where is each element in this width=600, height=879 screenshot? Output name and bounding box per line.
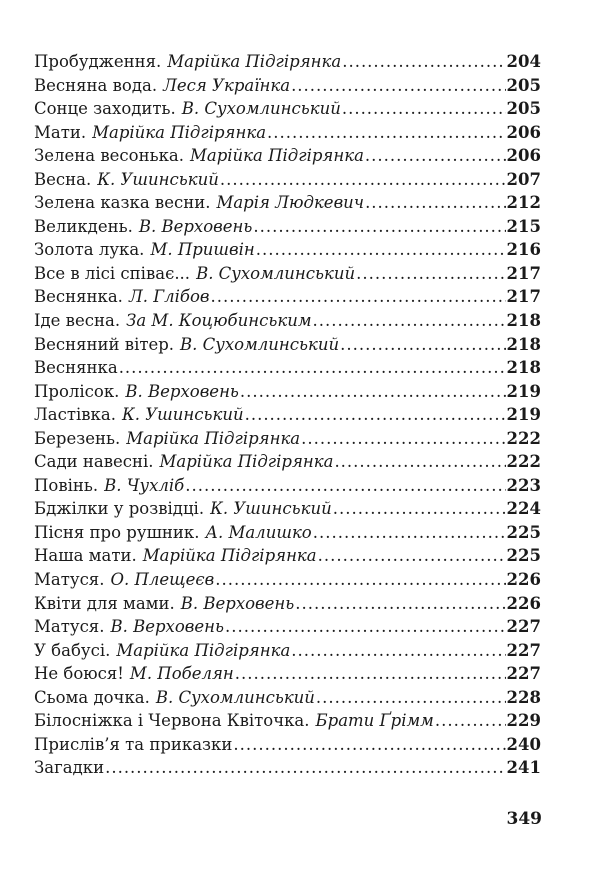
dot-leader	[342, 50, 505, 74]
toc-entry	[34, 144, 541, 168]
toc-entry	[34, 756, 541, 780]
toc-entry-title: Прислів’я та приказки	[34, 734, 233, 754]
toc-entry-author: В. Сухомлинський	[180, 334, 340, 354]
toc-entry	[34, 380, 541, 404]
toc-entry-title: Іде весна.	[34, 311, 121, 331]
toc-entry-page: 212	[506, 193, 541, 213]
dot-leader	[119, 356, 506, 380]
toc-entry-author: В. Сухомлинський	[196, 263, 356, 283]
toc-entry	[34, 191, 541, 215]
toc-entry-author: В. Сухомлинський	[155, 687, 315, 707]
table-of-contents	[34, 50, 541, 780]
toc-entry	[34, 97, 541, 121]
toc-entry-title: Весняна вода.	[34, 75, 158, 95]
dot-leader	[233, 733, 505, 757]
toc-entry-page: 218	[506, 334, 541, 354]
toc-entry-author: К. Ушинський	[121, 405, 244, 425]
toc-entry	[34, 686, 541, 710]
dot-leader	[235, 662, 506, 686]
toc-entry	[34, 356, 541, 380]
toc-entry-page: 222	[506, 428, 541, 448]
dot-leader	[220, 168, 506, 192]
toc-entry	[34, 450, 541, 474]
toc-entry	[34, 74, 541, 98]
toc-entry-title: Весняний вітер.	[34, 334, 175, 354]
toc-entry-author: За М. Коцюбинським	[126, 311, 312, 331]
toc-entry	[34, 121, 541, 145]
toc-entry-page: 218	[506, 311, 541, 331]
dot-leader	[435, 709, 506, 733]
toc-entry-page: 226	[506, 570, 541, 590]
toc-entry-author: Марійка Підгірянка	[159, 452, 334, 472]
toc-entry	[34, 309, 541, 333]
toc-entry-page: 205	[506, 99, 541, 119]
toc-entry-title: Пролісок.	[34, 381, 120, 401]
toc-entry	[34, 639, 541, 663]
toc-entry-title: У бабусі.	[34, 640, 111, 660]
toc-entry	[34, 592, 541, 616]
dot-leader	[365, 191, 505, 215]
toc-entry-page: 227	[506, 664, 541, 684]
dot-leader	[185, 474, 505, 498]
toc-entry-page: 229	[506, 711, 541, 731]
toc-entry-author: Леся Українка	[163, 75, 291, 95]
dot-leader	[267, 121, 506, 145]
toc-entry	[34, 427, 541, 451]
toc-entry-author: Марійка Підгірянка	[142, 546, 317, 566]
toc-entry-title: Бджілки у розвідці.	[34, 499, 205, 519]
dot-leader	[316, 686, 506, 710]
toc-entry-title: Мати.	[34, 122, 87, 142]
toc-entry	[34, 544, 541, 568]
toc-entry-title: Матуся.	[34, 570, 105, 590]
toc-entry-page: 219	[506, 405, 541, 425]
toc-entry-author: Л. Глібов	[128, 287, 210, 307]
toc-entry	[34, 168, 541, 192]
dot-leader	[253, 215, 505, 239]
toc-entry-author: В. Верховень	[125, 381, 239, 401]
toc-entry-title: Весна.	[34, 169, 92, 189]
toc-entry-title: Зелена казка весни.	[34, 193, 211, 213]
toc-entry-page: 222	[506, 452, 541, 472]
toc-entry-author: М. Пришвін	[150, 240, 255, 260]
toc-entry-title: Не боюся!	[34, 664, 124, 684]
toc-entry-page: 206	[506, 146, 541, 166]
toc-entry-title: Матуся.	[34, 617, 105, 637]
toc-entry-title: Сади навесні.	[34, 452, 154, 472]
toc-entry-page: 207	[506, 169, 541, 189]
toc-entry-title: Наша мати.	[34, 546, 137, 566]
dot-leader	[240, 380, 506, 404]
toc-entry-title: Веснянка	[34, 358, 118, 378]
toc-entry-author: О. Плещеєв	[110, 570, 215, 590]
toc-entry-author: В. Чухліб	[104, 475, 185, 495]
dot-leader	[291, 639, 505, 663]
toc-entry-author: К. Ушинський	[210, 499, 332, 519]
toc-entry-page: 225	[506, 522, 541, 542]
toc-entry-author: Брати Ґрімм	[315, 711, 434, 731]
toc-entry-page: 224	[506, 499, 541, 519]
toc-entry-author: В. Верховень	[138, 216, 253, 236]
dot-leader	[211, 285, 506, 309]
toc-entry	[34, 521, 541, 545]
dot-leader	[256, 238, 506, 262]
toc-entry-title: Ластівка.	[34, 405, 116, 425]
toc-entry-author: В. Верховень	[110, 617, 224, 637]
dot-leader	[301, 427, 505, 451]
toc-entry	[34, 497, 541, 521]
dot-leader	[295, 592, 505, 616]
dot-leader	[313, 309, 506, 333]
toc-entry-page: 205	[506, 75, 541, 95]
toc-entry-page: 241	[506, 758, 541, 778]
toc-entry-author: Марійка Підгірянка	[126, 428, 301, 448]
toc-entry-page: 227	[506, 617, 541, 637]
toc-entry-author: Марійка Підгірянка	[116, 640, 291, 660]
toc-entry	[34, 285, 541, 309]
toc-entry-title: Пробудження.	[34, 52, 162, 71]
toc-entry	[34, 615, 541, 639]
dot-leader	[340, 333, 505, 357]
dot-leader	[365, 144, 506, 168]
toc-entry-title: Сонце заходить.	[34, 99, 176, 119]
toc-entry-author: А. Малишко	[205, 522, 312, 542]
toc-entry	[34, 262, 541, 286]
toc-entry-page: 217	[506, 287, 541, 307]
toc-entry-author: Марійка Підгірянка	[167, 52, 342, 71]
toc-entry	[34, 403, 541, 427]
toc-entry	[34, 733, 541, 757]
dot-leader	[291, 74, 505, 98]
toc-entry-author: К. Ушинський	[97, 169, 219, 189]
dot-leader	[333, 497, 506, 521]
toc-entry-page: 228	[506, 687, 541, 707]
toc-entry-author: Марія Людкевич	[216, 193, 365, 213]
dot-leader	[313, 521, 506, 545]
toc-entry-title: Все в лісі співає...	[34, 263, 191, 283]
toc-entry-title: Сьома дочка.	[34, 687, 150, 707]
dot-leader	[342, 97, 506, 121]
toc-entry-author: Марійка Підгірянка	[92, 122, 267, 142]
dot-leader	[225, 615, 506, 639]
page-number: 349	[506, 809, 542, 829]
toc-entry	[34, 50, 541, 74]
toc-entry-title: Золота лука.	[34, 240, 145, 260]
dot-leader	[215, 568, 505, 592]
toc-entry-title: Білосніжка і Червона Квіточка.	[34, 711, 310, 731]
toc-entry-title: Зелена весонька.	[34, 146, 184, 166]
dot-leader	[318, 544, 506, 568]
toc-entry	[34, 709, 541, 733]
toc-entry	[34, 215, 541, 239]
toc-entry-author: М. Побелян	[129, 664, 234, 684]
toc-entry-title: Веснянка.	[34, 287, 123, 307]
toc-entry-page: 216	[506, 240, 541, 260]
toc-entry-page: 225	[506, 546, 541, 566]
dot-leader	[334, 450, 505, 474]
toc-entry	[34, 474, 541, 498]
toc-entry-page: 204	[506, 52, 541, 71]
toc-entry	[34, 662, 541, 686]
toc-entry-title: Березень.	[34, 428, 121, 448]
toc-entry-title: Загадки	[34, 758, 105, 778]
toc-entry	[34, 333, 541, 357]
toc-entry-title: Квіти для мами.	[34, 593, 175, 613]
toc-entry-author: В. Сухомлинський	[181, 99, 341, 119]
toc-entry	[34, 238, 541, 262]
toc-entry-author: Марійка Підгірянка	[189, 146, 364, 166]
toc-entry	[34, 568, 541, 592]
toc-entry-page: 219	[506, 381, 541, 401]
toc-entry-page: 217	[506, 263, 541, 283]
dot-leader	[105, 756, 505, 780]
toc-entry-title: Великдень.	[34, 216, 133, 236]
toc-entry-page: 215	[506, 216, 541, 236]
toc-entry-page: 206	[506, 122, 541, 142]
toc-entry-title: Пісня про рушник.	[34, 522, 200, 542]
toc-entry-page: 226	[506, 593, 541, 613]
dot-leader	[245, 403, 506, 427]
toc-entry-page: 218	[506, 358, 541, 378]
toc-entry-title: Повінь.	[34, 475, 99, 495]
toc-entry-page: 227	[506, 640, 541, 660]
toc-entry-page: 223	[506, 475, 541, 495]
dot-leader	[356, 262, 505, 286]
toc-entry-page: 240	[506, 734, 541, 754]
toc-entry-author: В. Верховень	[180, 593, 295, 613]
